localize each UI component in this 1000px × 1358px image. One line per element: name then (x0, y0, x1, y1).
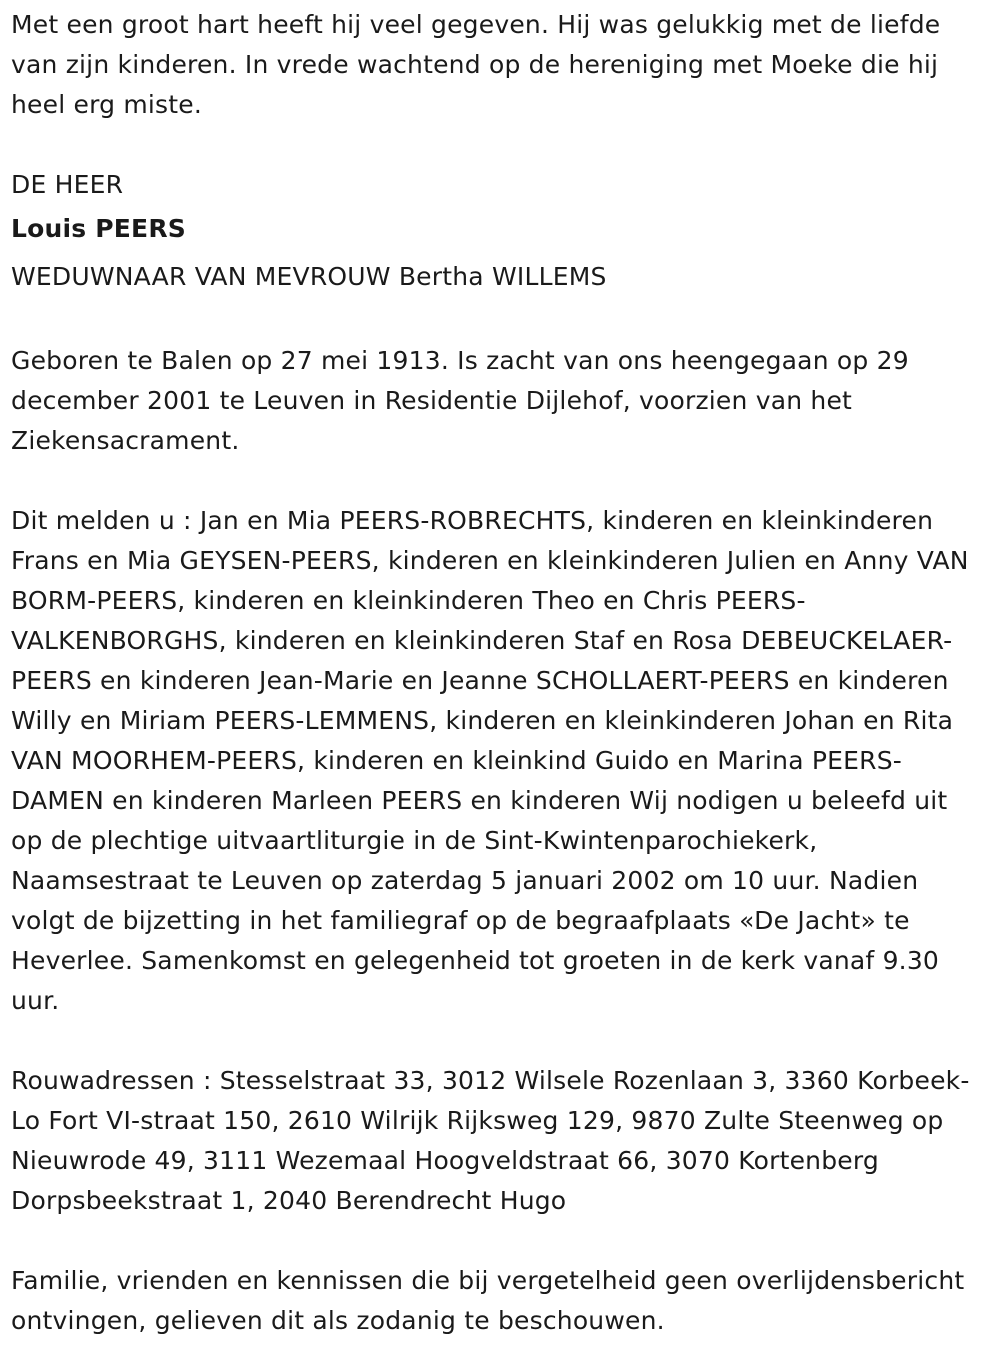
addresses-paragraph: Rouwadressen : Stesselstraat 33, 3012 Wilsele Rozenlaan 3, 3360 Korbeek-Lo Fort VI-straat 150, 2610 Wilrijk Rijksweg 129, 9870 Zulte Steenweg op Nieuwrode 49, 3111 Wezemaal Hoogveldstraat 66, 3070 Kortenberg Dorpsbeekstraat 1, 2040 Berendrecht Hugo (11, 1066, 970, 1215)
birth-death-paragraph: Geboren te Balen op 27 mei 1913. Is zacht van ons heengegaan op 29 december 2001 te Leuven in Residentie Dijlehof, voorzien van het Ziekensacrament. (11, 346, 909, 455)
announcement-paragraph: Dit melden u : Jan en Mia PEERS-ROBRECHTS, kinderen en kleinkinderen Frans en Mia GEYSEN-PEERS, kinderen en kleinkinderen Julien en Anny VAN BORM-PEERS, kinderen en kleinkinderen Theo en Chris PEERS-VALKENBORGHS, kinderen en kleinkinderen Staf en Rosa DEBEUCKELAER-PEERS en kinderen Jean-Marie en Jeanne SCHOLLAERT-PEERS en kinderen Willy en Miriam PEERS-LEMMENS, kinderen en kleinkinderen Johan en Rita VAN MOORHEM-PEERS, kinderen en kleinkind Guido en Marina PEERS-DAMEN en kinderen Marleen PEERS en kinderen Wij nodigen u beleefd uit op de plechtige uitvaartliturgie in de Sint-Kwintenparochiekerk, Naamsestraat te Leuven op zaterdag 5 januari 2002 om 10 uur. Nadien volgt de bijzetting in het familiegraf op de begraafplaats «De Jacht» te Heverlee. Samenkomst en gelegenheid tot groeten in de kerk vanaf 9.30 uur. (11, 506, 969, 1015)
intro-paragraph: Met een groot hart heeft hij veel gegeven. Hij was gelukkig met de liefde van zijn kinderen. In vrede wachtend op de hereniging met Moeke die hij heel erg miste. (11, 10, 941, 119)
closing-paragraph: Familie, vrienden en kennissen die bij vergetelheid geen overlijdensbericht ontvingen, gelieven dit als zodanig te beschouwen. (11, 1266, 965, 1335)
title-line: DE HEER (11, 170, 124, 199)
deceased-header (11, 165, 978, 301)
widower-line: WEDUWNAAR VAN MEVROUW Bertha WILLEMS (11, 262, 607, 291)
deceased-name: Louis PEERS (11, 214, 186, 243)
